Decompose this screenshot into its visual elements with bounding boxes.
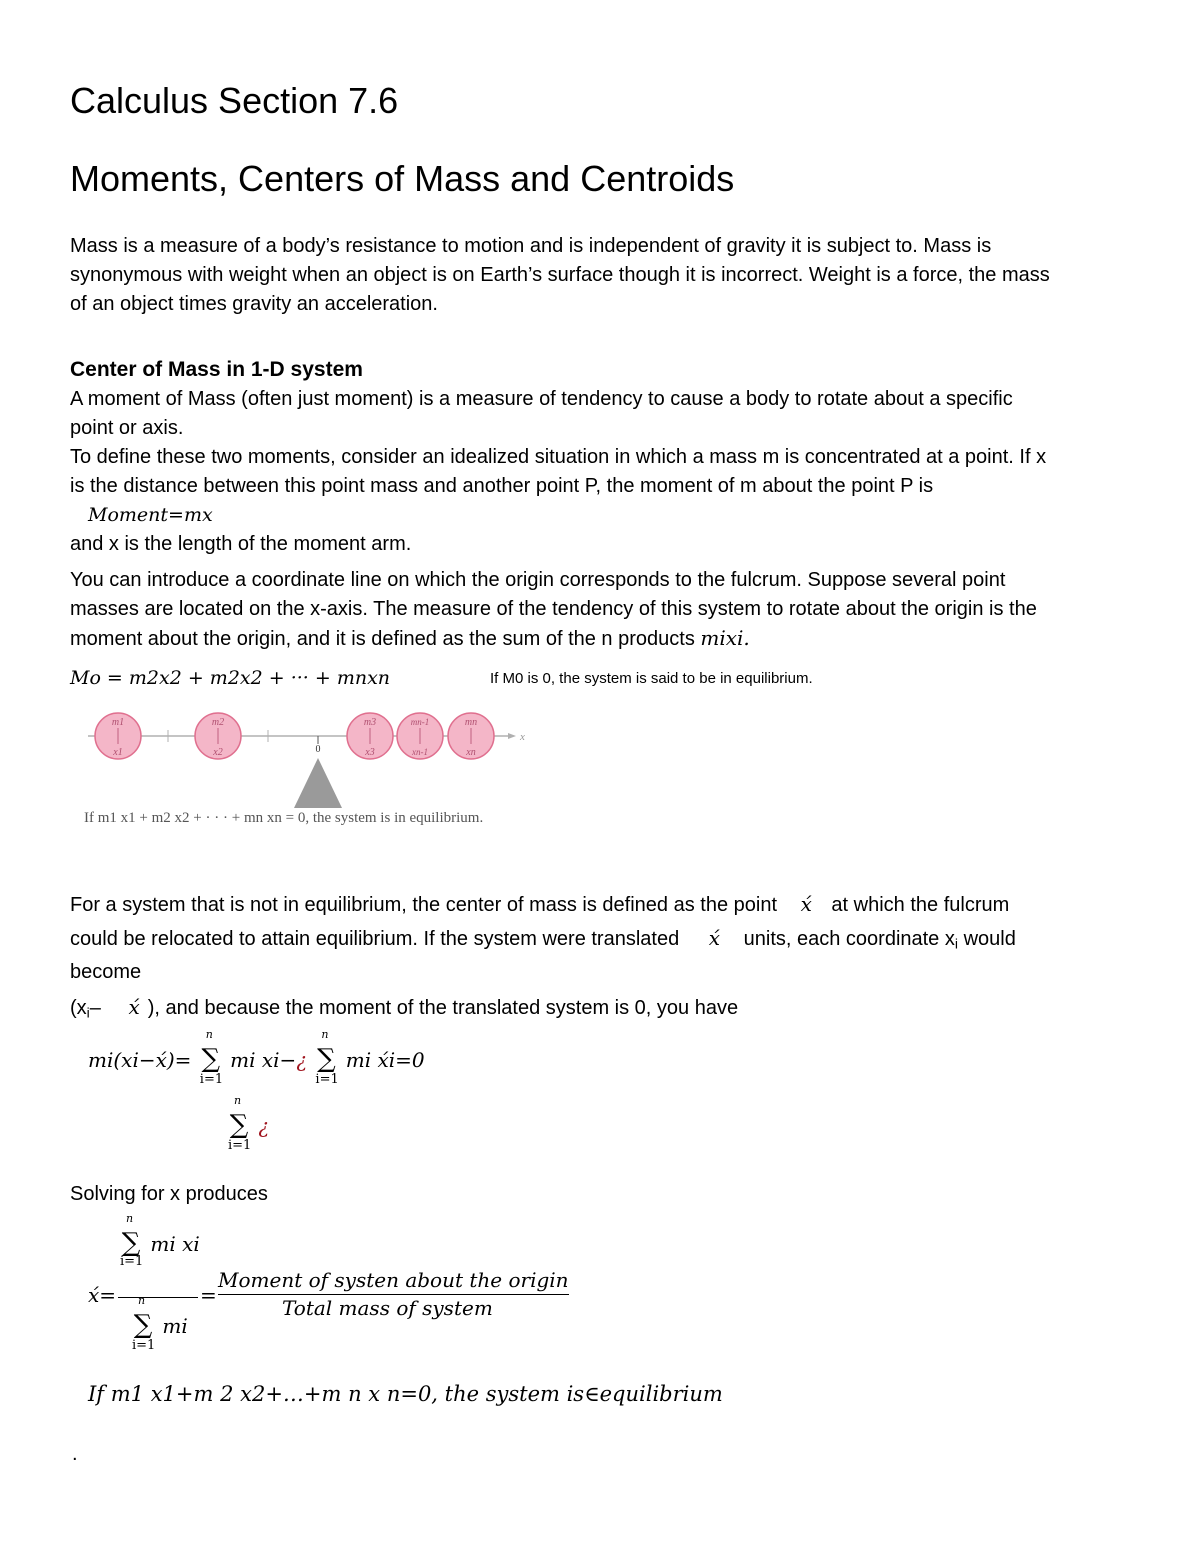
eq1-sum2-top: n xyxy=(321,1028,329,1041)
equation-1 xyxy=(88,1028,425,1087)
trailing-dot: . xyxy=(72,1443,78,1465)
fraction-bar-1 xyxy=(118,1297,198,1298)
moment-arm-text: and x is the length of the moment arm. xyxy=(70,533,412,555)
mass-n xyxy=(448,713,494,759)
origin-label: 0 xyxy=(315,744,321,755)
s2-line2a: could be relocated to attain equilibrium. If the system were translated xyxy=(70,928,680,950)
s2-line2b: units, each coordinate x xyxy=(743,928,955,950)
mass-1 xyxy=(95,713,141,759)
eq1-term2: mi x́i=0 xyxy=(345,1048,425,1072)
intro-line-1: Mass is a measure of a body’s resistance to motion and is independent of gravity it is subject to. Mass is xyxy=(70,235,992,257)
mass-n-1 xyxy=(397,713,443,759)
mass-2 xyxy=(195,713,241,759)
moment-formula: Moment=mx xyxy=(88,504,213,526)
eq2-numerator xyxy=(118,1212,200,1269)
s2-line1b: at which the fulcrum xyxy=(831,894,1010,916)
solving-text: Solving for x produces xyxy=(70,1183,268,1205)
mass-n-1-label: mn-1 xyxy=(410,717,430,727)
xbar-equals: x́= xyxy=(88,1283,117,1307)
intro-line-3: of an object times gravity an acceleration. xyxy=(70,293,438,315)
section-heading: Center of Mass in 1-D system xyxy=(70,358,363,381)
mass-3-label: m3 xyxy=(363,717,377,728)
section1-p2-line2: is the distance between this point mass and another point P, the moment of m about the point P is xyxy=(70,475,934,497)
mass-1-label: m1 xyxy=(111,717,125,728)
axis-label: x xyxy=(520,731,525,743)
sigma-symbol: ∑ xyxy=(229,1110,249,1140)
eq1-sum2-bottom: i=1 xyxy=(315,1072,339,1087)
section1-p1-line1: A moment of Mass (often just moment) is a measure of tendency to cause a body to rotate about a specific xyxy=(70,388,1013,410)
section1-p3-line2: masses are located on the x-axis. The measure of the tendency of this system to rotate about the origin is the xyxy=(70,598,1037,620)
s2-line4b: – xyxy=(89,997,101,1019)
eq2-equals: = xyxy=(200,1283,217,1307)
p3-line3-text: moment about the origin, and it is defined as the sum of the n products xyxy=(70,628,695,650)
xbar-symbol-3: x́ xyxy=(128,995,140,1019)
mass-2-label: m2 xyxy=(211,717,225,728)
axis-arrow xyxy=(508,733,516,739)
sigma-symbol: ∑ xyxy=(317,1044,336,1074)
equation-1-stray-sum xyxy=(226,1094,270,1153)
eq2-frac-num: Moment of systen about the origin xyxy=(218,1268,569,1295)
section2-line2 xyxy=(70,924,1016,959)
eq2-num-term: mi xi xyxy=(150,1232,200,1256)
eq1-stray: ¿ xyxy=(296,1048,308,1072)
eq2-frac-den: Total mass of system xyxy=(282,1296,493,1320)
section1-p3-line3 xyxy=(70,624,750,654)
eq1-term1: mi xi− xyxy=(230,1048,297,1072)
figure-caption: If m1 x1 + m2 x2 + · · · + mn xn = 0, the system is in equilibrium. xyxy=(84,810,484,826)
eq2-sum-den xyxy=(130,1294,156,1353)
section1-p3-line1: You can introduce a coordinate line on which the origin corresponds to the fulcrum. Suppose several point xyxy=(70,569,1006,591)
fulcrum xyxy=(294,736,342,808)
eq1-sum-1 xyxy=(198,1028,224,1087)
eq2-denominator xyxy=(130,1294,188,1353)
section1-p1-line2: point or axis. xyxy=(70,417,184,439)
mo-formula: Mo = m2x2 + m2x2 + ··· + mnxn xyxy=(70,667,391,689)
eq2-den-top: n xyxy=(138,1294,146,1307)
eq1-stray-2: ¿ xyxy=(258,1114,270,1138)
section1-p2-line1: To define these two moments, consider an idealized situation in which a mass m is concentrated at a point. If x xyxy=(70,446,1047,468)
sub-i-2: i xyxy=(86,1004,90,1021)
mass-2-pos: x2 xyxy=(213,747,223,758)
eq1-lhs: mi(xi−x́)= xyxy=(88,1048,192,1072)
sigma-symbol: ∑ xyxy=(133,1310,153,1340)
eq2-sum-num xyxy=(118,1212,144,1269)
section2-line4 xyxy=(70,993,738,1028)
sigma-symbol: ∑ xyxy=(121,1228,141,1258)
xbar-symbol: x́ xyxy=(800,892,812,916)
eq1-sum3-top: n xyxy=(234,1094,242,1107)
fulcrum-triangle xyxy=(294,758,342,808)
mass-n-1-pos: xn-1 xyxy=(412,747,428,757)
xbar-symbol-2: x́ xyxy=(708,926,721,950)
eq2-den-bottom: i=1 xyxy=(132,1338,156,1353)
s2-line2c: would xyxy=(963,928,1016,950)
eq1-sum1-bottom: i=1 xyxy=(199,1072,224,1087)
eq2-num-bottom: i=1 xyxy=(120,1254,144,1269)
equilibrium-note: If M0 is 0, the system is said to be in equilibrium. xyxy=(490,670,813,687)
page-subtitle: Moments, Centers of Mass and Centroids xyxy=(70,158,735,199)
eq1-sum-3 xyxy=(226,1094,252,1153)
products-formula: mixi. xyxy=(700,626,750,650)
mass-1-pos: x1 xyxy=(113,747,123,758)
eq1-sum3-bottom: i=1 xyxy=(228,1138,252,1153)
eq1-sum1-top: n xyxy=(205,1028,213,1041)
mass-3-pos: x3 xyxy=(365,747,375,758)
eq2-num-top: n xyxy=(126,1212,134,1225)
mass-n-label: mn xyxy=(464,717,478,728)
s2-line1a: For a system that is not in equilibrium, the center of mass is defined as the point xyxy=(70,894,778,916)
mass-3 xyxy=(347,713,393,759)
intro-line-2: synonymous with weight when an object is on Earth’s surface though it is incorrect. Weight is a force, the mass xyxy=(70,264,1050,286)
eq2-den-term: mi xyxy=(162,1314,188,1338)
mass-n-pos: xn xyxy=(466,747,476,758)
section2-line1 xyxy=(70,890,1009,920)
s2-line4a: (x xyxy=(70,997,87,1019)
sigma-symbol: ∑ xyxy=(201,1044,221,1074)
s2-line4c: ), and because the moment of the translated system is 0, you have xyxy=(147,997,739,1019)
eq1-sum-2 xyxy=(313,1028,339,1087)
page-title: Calculus Section 7.6 xyxy=(70,80,399,121)
section2-line3: become xyxy=(70,961,142,983)
final-formula: If m1 x1+m 2 x2+…+m n x n=0, the system is∈equilibrium xyxy=(88,1382,723,1406)
sub-i: i xyxy=(954,935,958,952)
